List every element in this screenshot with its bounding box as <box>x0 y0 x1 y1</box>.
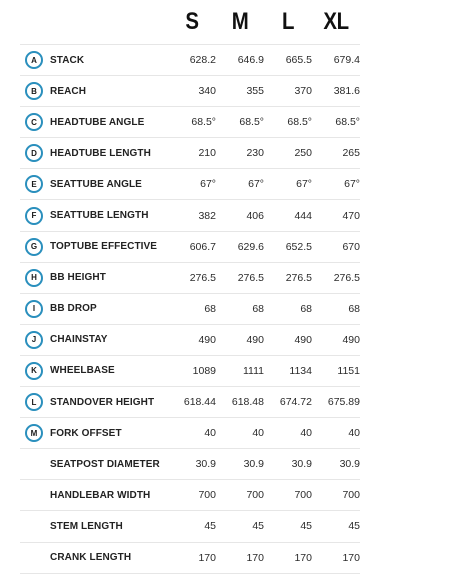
badge-cell <box>20 238 50 256</box>
measurement-label: BB HEIGHT <box>50 272 106 284</box>
value-s: 40 <box>204 427 216 440</box>
value-s: 618.44 <box>183 396 216 409</box>
value-l: 652.5 <box>285 240 312 253</box>
value-l: 68 <box>300 302 312 315</box>
value-xl: 490 <box>342 333 360 346</box>
measurement-label: HEADTUBE LENGTH <box>50 147 151 159</box>
size-header-row <box>20 0 360 45</box>
value-s: 68.5° <box>191 116 216 129</box>
table-row <box>20 76 360 107</box>
value-l: 67° <box>296 178 312 191</box>
value-s: 628.2 <box>189 54 216 67</box>
value-xl: 670 <box>342 240 360 253</box>
measurement-label: CRANK LENGTH <box>50 552 132 564</box>
value-s: 382 <box>198 209 216 222</box>
value-m: 68 <box>252 302 264 315</box>
value-l: 1134 <box>289 364 312 377</box>
value-xl: 470 <box>342 209 360 222</box>
value-xl: 68.5° <box>335 116 360 129</box>
badge-cell <box>20 51 50 69</box>
value-l: 444 <box>294 209 312 222</box>
value-xl: 675.89 <box>327 396 360 409</box>
value-l: 45 <box>300 520 312 533</box>
measurement-label: HANDLEBAR WIDTH <box>50 489 151 501</box>
value-m: 276.5 <box>237 271 264 284</box>
value-s: 340 <box>198 85 216 98</box>
value-l: 700 <box>294 489 312 502</box>
value-l: 490 <box>294 333 312 346</box>
table-row <box>20 138 360 169</box>
value-m: 355 <box>246 85 264 98</box>
badge-cell <box>20 362 50 380</box>
table-row <box>20 480 360 511</box>
value-l: 250 <box>294 147 312 160</box>
value-m: 40 <box>252 427 264 440</box>
size-header-s: S <box>185 8 199 35</box>
badge-cell <box>20 269 50 287</box>
value-s: 700 <box>198 489 216 502</box>
value-l: 674.72 <box>279 396 312 409</box>
value-s: 68 <box>204 302 216 315</box>
measurement-badge: D <box>25 144 43 162</box>
measurement-badge: L <box>25 393 43 411</box>
table-row <box>20 387 360 418</box>
measurement-label: STANDOVER HEIGHT <box>50 396 155 408</box>
size-header-l: L <box>281 8 295 35</box>
measurement-badge: M <box>25 424 43 442</box>
value-l: 30.9 <box>291 458 312 471</box>
value-s: 67° <box>200 178 216 191</box>
value-l: 170 <box>294 551 312 564</box>
table-row <box>20 45 360 76</box>
badge-cell <box>20 144 50 162</box>
value-xl: 67° <box>344 178 360 191</box>
measurement-badge: F <box>25 207 43 225</box>
value-xl: 45 <box>348 520 360 533</box>
value-l: 665.5 <box>285 54 312 67</box>
badge-cell <box>20 300 50 318</box>
measurement-label: SEATTUBE LENGTH <box>50 210 149 222</box>
value-m: 30.9 <box>243 458 264 471</box>
measurement-label: STEM LENGTH <box>50 520 123 532</box>
value-xl: 1151 <box>337 364 360 377</box>
measurement-label: SEATTUBE ANGLE <box>50 178 142 190</box>
table-row <box>20 294 360 325</box>
measurement-label: FORK OFFSET <box>50 427 122 439</box>
measurement-badge: A <box>25 51 43 69</box>
value-l: 68.5° <box>287 116 312 129</box>
measurement-badge: C <box>25 113 43 131</box>
value-xl: 700 <box>342 489 360 502</box>
value-xl: 381.6 <box>333 85 360 98</box>
value-xl: 679.4 <box>333 54 360 67</box>
value-m: 1111 <box>242 364 264 377</box>
value-s: 30.9 <box>195 458 216 471</box>
value-m: 68.5° <box>239 116 264 129</box>
value-m: 45 <box>252 520 264 533</box>
table-row <box>20 543 360 574</box>
table-row <box>20 263 360 294</box>
value-s: 210 <box>198 147 216 160</box>
table-row <box>20 200 360 231</box>
value-s: 45 <box>204 520 216 533</box>
measurement-label: REACH <box>50 85 87 97</box>
measurement-badge: B <box>25 82 43 100</box>
table-row <box>20 511 360 542</box>
value-m: 700 <box>246 489 264 502</box>
measurement-badge: J <box>25 331 43 349</box>
measurement-badge: E <box>25 175 43 193</box>
value-m: 618.48 <box>231 396 264 409</box>
badge-cell <box>20 175 50 193</box>
measurement-label: TOPTUBE EFFECTIVE <box>50 241 158 253</box>
badge-cell <box>20 113 50 131</box>
value-m: 170 <box>246 551 264 564</box>
value-l: 276.5 <box>285 271 312 284</box>
measurement-badge: K <box>25 362 43 380</box>
geometry-rows <box>20 45 360 574</box>
value-m: 490 <box>246 333 264 346</box>
measurement-label: WHEELBASE <box>50 365 115 377</box>
badge-cell <box>20 82 50 100</box>
value-xl: 30.9 <box>339 458 360 471</box>
value-l: 370 <box>294 85 312 98</box>
value-xl: 276.5 <box>333 271 360 284</box>
badge-cell <box>20 207 50 225</box>
table-row <box>20 107 360 138</box>
value-s: 170 <box>198 551 216 564</box>
measurement-badge: G <box>25 238 43 256</box>
badge-cell <box>20 393 50 411</box>
measurement-label: SEATPOST DIAMETER <box>50 458 160 470</box>
value-l: 40 <box>300 427 312 440</box>
value-s: 276.5 <box>189 271 216 284</box>
value-s: 490 <box>198 333 216 346</box>
size-header-xl: XL <box>323 8 349 35</box>
value-xl: 265 <box>342 147 360 160</box>
value-m: 629.6 <box>237 240 264 253</box>
value-xl: 40 <box>348 427 360 440</box>
value-m: 406 <box>246 209 264 222</box>
value-s: 1089 <box>192 364 216 377</box>
table-row <box>20 232 360 263</box>
badge-cell <box>20 424 50 442</box>
table-row <box>20 418 360 449</box>
value-xl: 68 <box>348 302 360 315</box>
value-m: 646.9 <box>237 54 264 67</box>
badge-cell <box>20 331 50 349</box>
measurement-label: BB DROP <box>50 303 97 315</box>
geometry-table <box>20 0 360 574</box>
measurement-label: HEADTUBE ANGLE <box>50 116 145 128</box>
table-row <box>20 169 360 200</box>
value-s: 606.7 <box>189 240 216 253</box>
value-m: 230 <box>246 147 264 160</box>
table-row <box>20 325 360 356</box>
measurement-badge: I <box>25 300 43 318</box>
size-header-m: M <box>231 8 249 35</box>
value-m: 67° <box>248 178 264 191</box>
table-row <box>20 356 360 387</box>
measurement-label: CHAINSTAY <box>50 334 108 346</box>
measurement-label: STACK <box>50 54 85 66</box>
value-xl: 170 <box>342 551 360 564</box>
measurement-badge: H <box>25 269 43 287</box>
table-row <box>20 449 360 480</box>
